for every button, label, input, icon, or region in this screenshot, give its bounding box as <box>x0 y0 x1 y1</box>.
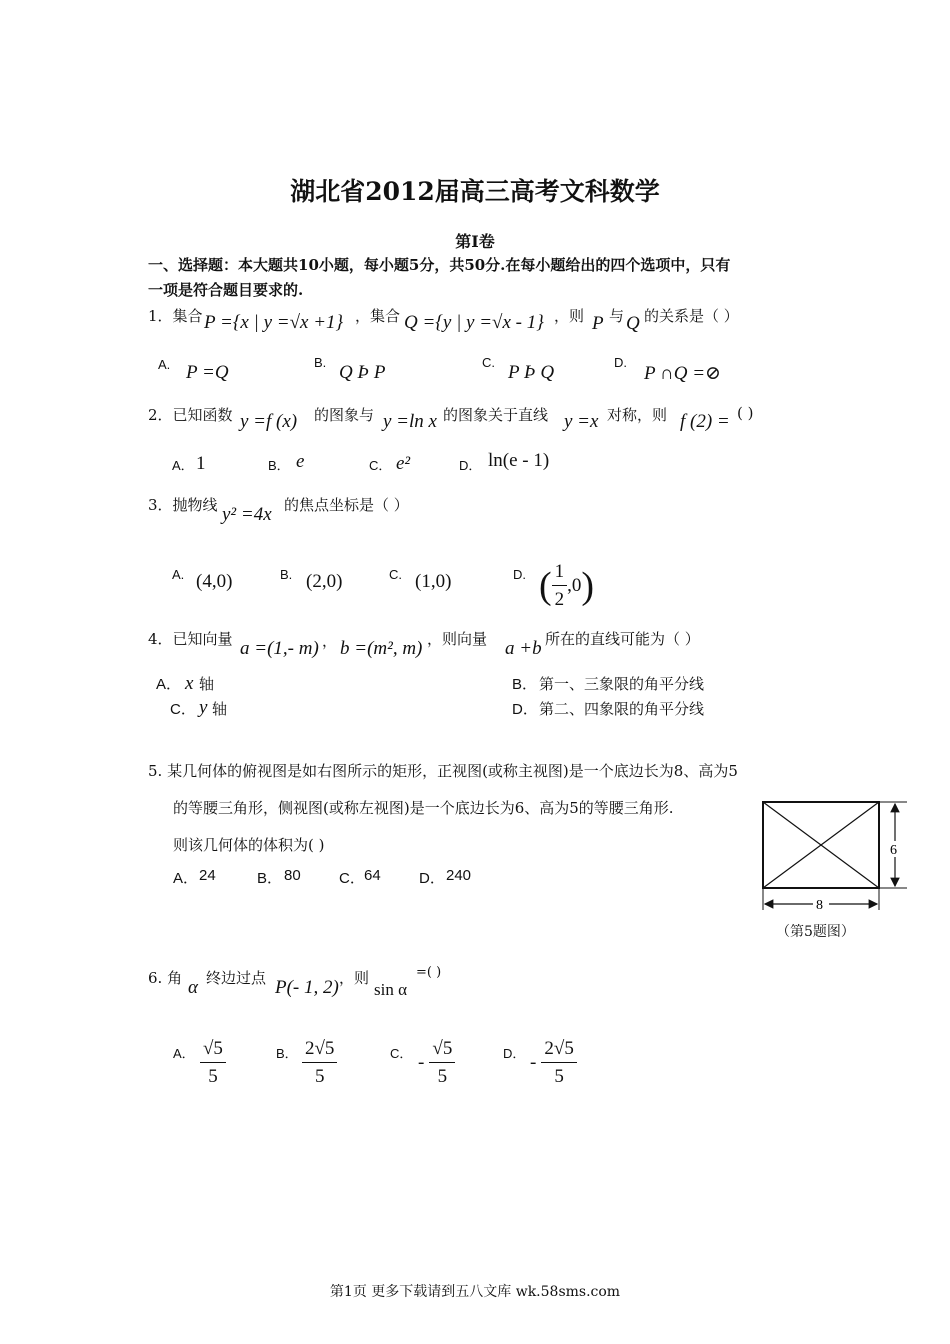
fraction <box>552 561 568 611</box>
fraction <box>200 1038 226 1088</box>
q6-then: ，则 <box>339 969 370 987</box>
q4-option-d: 第二、四象限的角平分线 <box>539 700 705 718</box>
q4-option-b-label: B． <box>512 676 538 693</box>
q5-line1: 5. 某几何体的俯视图是如右图所示的矩形，正视图(或称主视图)是一个底边长为8、高为5 <box>148 762 738 780</box>
q4-comma: ， <box>322 632 338 650</box>
numerator: 2√5 <box>541 1038 576 1063</box>
q5-option-a: 24 <box>199 867 216 884</box>
q4-vector-b: b =(m², m) <box>340 638 423 659</box>
q5-option-b: 80 <box>284 867 301 884</box>
q2-log: y =ln x <box>383 411 437 432</box>
fraction <box>302 1038 337 1088</box>
fraction <box>541 1038 576 1088</box>
q4-option-c-label: C． <box>170 701 196 718</box>
q3-option-b: (2,0) <box>306 571 343 592</box>
q6-tail: =( ) <box>416 965 442 980</box>
q3-option-a-label: A. <box>172 567 185 582</box>
q2-option-a: 1 <box>196 453 206 474</box>
left-paren: ( <box>539 565 552 607</box>
q6-sin: sin α <box>374 980 407 999</box>
volume-heading: 第Ⅰ卷 <box>455 232 495 251</box>
q1-p: P <box>592 313 604 334</box>
denominator: 5 <box>314 1066 325 1087</box>
q6-option-c <box>418 1038 455 1088</box>
q2-prefix: 2．已知函数 <box>148 406 233 424</box>
height-label: 6 <box>890 843 897 858</box>
minus-sign: - <box>418 1052 425 1073</box>
numerator: 1 <box>552 561 568 586</box>
q5-option-d-label: D． <box>419 870 445 887</box>
q3-prefix: 3．抛物线 <box>148 496 218 514</box>
denominator: 5 <box>554 1066 564 1087</box>
q4-mid: ，则向量 <box>427 630 488 648</box>
q2-option-c: e² <box>396 453 411 474</box>
q2-option-a-label: A． <box>172 458 194 473</box>
q2-tail: ( ) <box>737 404 754 422</box>
q1-option-a-label: A. <box>158 357 171 372</box>
q2-option-d-label: D． <box>459 458 482 473</box>
q3-option-c-label: C. <box>389 567 402 582</box>
section-heading-line1: 一、选择题：本大题共10小题，每小题5分，共50分.在每小题给出的四个选项中，只有 <box>148 256 731 274</box>
q3-parabola: y² =4x <box>222 504 272 525</box>
q5-figure <box>755 795 915 915</box>
section-heading-line2: 一项是符合题目要求的. <box>148 281 304 299</box>
numerator: √5 <box>429 1038 455 1063</box>
q6-option-b-label: B． <box>276 1046 298 1061</box>
q3-option-d-label: D. <box>513 567 526 582</box>
q3-option-a: (4,0) <box>196 571 233 592</box>
q5-option-d: 240 <box>446 867 472 884</box>
q6-option-a-label: A． <box>173 1046 195 1061</box>
q5-option-c-label: C． <box>339 870 365 887</box>
q1-set-p: P ={x | y =√x +1} <box>204 312 344 333</box>
denominator: 5 <box>437 1066 448 1087</box>
page-footer: 第1页 更多下载请到五八文库 wk.58sms.com <box>329 1284 621 1300</box>
q4-option-a-var: x <box>185 673 194 694</box>
q6-prefix: 6. 角 <box>148 969 183 987</box>
q1-mid: ，集合 <box>355 307 401 325</box>
q3-option-c: (1,0) <box>415 571 452 592</box>
q1-option-c: P Þ Q <box>508 362 555 383</box>
q6-option-c-label: C． <box>390 1046 413 1061</box>
q5-line3: 则该几何体的体积为( ) <box>173 836 325 854</box>
denominator: 2 <box>554 589 565 610</box>
q6-point: P(- 1, 2) <box>275 977 339 998</box>
q1-q: Q <box>626 313 640 334</box>
q4-option-b: 第一、三象限的角平分线 <box>539 675 705 693</box>
q2-function: y =f (x) <box>240 411 298 432</box>
q2-option-d: ln(e - 1) <box>488 450 550 471</box>
right-paren: ) <box>581 565 595 607</box>
q6-option-b <box>302 1038 337 1088</box>
q4-vector-a: a =(1,- m) <box>240 638 319 659</box>
q5-option-c: 64 <box>364 867 381 884</box>
numerator: 2√5 <box>302 1038 337 1063</box>
width-label: 8 <box>816 898 823 913</box>
q4-option-c-var: y <box>199 697 208 718</box>
q1-option-b-label: B. <box>314 355 327 370</box>
page-title: 湖北省2012届高三高考文科数学 <box>290 177 660 206</box>
minus-sign: - <box>530 1052 537 1073</box>
q2-mid: 的图象与 <box>314 406 375 424</box>
q2-mid2: 的图象关于直线 <box>443 406 549 424</box>
q4-option-d-label: D． <box>512 701 538 718</box>
q6-option-d-label: D． <box>503 1046 526 1061</box>
q4-prefix: 4．已知向量 <box>148 630 233 648</box>
q1-prefix: 1．集合 <box>148 307 203 325</box>
q3-option-d <box>539 561 594 611</box>
denominator: 5 <box>208 1066 218 1087</box>
q1-set-q: Q ={y | y =√x - 1} <box>404 312 544 333</box>
q1-option-a: P =Q <box>186 362 229 383</box>
q5-option-b-label: B． <box>257 870 283 887</box>
q5-option-a-label: A． <box>173 870 199 887</box>
q2-mid3: 对称，则 <box>607 406 668 424</box>
q3-option-b-label: B. <box>280 567 293 582</box>
q6-mid: 终边过点 <box>206 969 267 987</box>
q6-option-d <box>530 1038 577 1088</box>
q2-option-b-label: B． <box>268 458 290 473</box>
q3-tail: 的焦点坐标是（ ） <box>284 496 409 514</box>
q2-option-c-label: C． <box>369 458 392 473</box>
q4-option-a-label: A． <box>156 676 182 693</box>
q1-option-d: P ∩Q =⊘ <box>644 363 721 384</box>
q1-and: 与 <box>609 307 625 325</box>
q2-option-b: e <box>296 451 305 472</box>
q6-option-a <box>200 1038 226 1088</box>
q1-option-c-label: C. <box>482 355 495 370</box>
q5-figure-caption: （第5题图） <box>776 924 855 940</box>
fraction <box>429 1038 455 1088</box>
q2-line: y =x <box>564 411 599 432</box>
q2-ask: f (2) = <box>680 411 730 432</box>
rest: ,0 <box>567 575 582 596</box>
q6-alpha: α <box>188 977 198 998</box>
q1-then: ，则 <box>554 307 585 325</box>
q4-option-c: 轴 <box>212 700 228 718</box>
numerator: √5 <box>200 1038 226 1063</box>
q1-option-d-label: D. <box>614 355 627 370</box>
q4-sum: a +b <box>505 638 542 659</box>
q1-option-b: Q Þ P <box>339 362 386 383</box>
q4-tail: 所在的直线可能为（ ） <box>545 630 700 648</box>
q1-tail: 的关系是（ ） <box>644 307 739 325</box>
q5-line2: 的等腰三角形，侧视图(或称左视图)是一个底边长为6、高为5的等腰三角形. <box>173 799 674 817</box>
q4-option-a: 轴 <box>199 675 215 693</box>
